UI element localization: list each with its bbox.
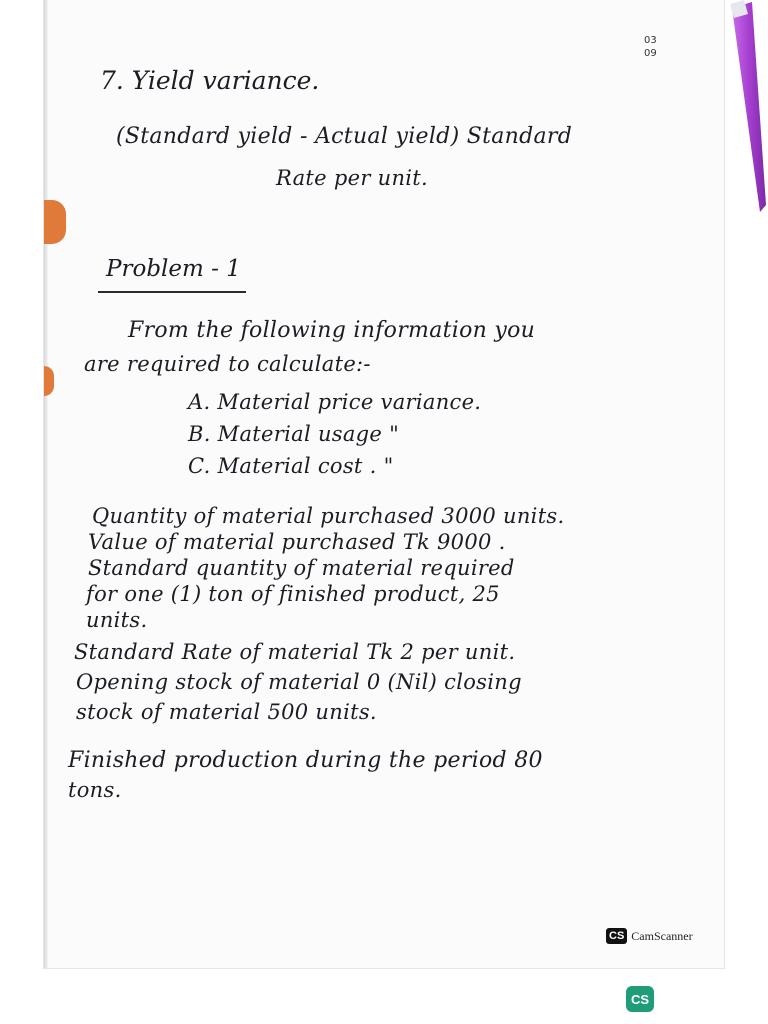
given-line-10: tons. — [68, 778, 122, 802]
pen-icon — [722, 0, 768, 215]
finger-top — [44, 200, 66, 244]
given-line-9: Finished production during the period 80 — [68, 748, 543, 773]
yield-formula-line1: (Standard yield - Actual yield) Standard — [116, 124, 573, 149]
page-number-line1: 03 — [644, 35, 657, 46]
camscanner-app-icon[interactable]: CS — [626, 986, 654, 1012]
page-number-line2: 09 — [644, 48, 657, 59]
given-line-8: stock of material 500 units. — [76, 700, 377, 724]
camscanner-label: CamScanner — [631, 928, 693, 943]
problem-title: Problem - 1 — [106, 256, 241, 282]
camscanner-badge: CS — [606, 928, 627, 944]
given-line-4: for one (1) ton of finished product, 25 — [86, 582, 500, 606]
yield-formula-line2: Rate per unit. — [276, 166, 429, 190]
given-line-6: Standard Rate of material Tk 2 per unit. — [74, 640, 516, 664]
intro-line2: are required to calculate:- — [84, 352, 371, 376]
scanned-page — [44, 0, 724, 968]
yield-variance-heading: 7. Yield variance. — [100, 66, 320, 95]
item-b: B. Material usage " — [188, 422, 400, 446]
given-line-1: Quantity of material purchased 3000 units. — [92, 504, 565, 528]
given-line-7: Opening stock of material 0 (Nil) closing — [76, 670, 522, 694]
given-line-2: Value of material purchased Tk 9000 . — [88, 530, 506, 554]
intro-line1: From the following information you — [128, 318, 536, 343]
given-line-3: Standard quantity of material required — [88, 556, 515, 580]
item-a: A. Material price variance. — [188, 390, 482, 414]
given-line-5: units. — [86, 608, 148, 632]
item-c: C. Material cost . " — [188, 454, 394, 478]
camscanner-watermark — [606, 928, 693, 944]
page-number — [644, 34, 657, 60]
problem-title-underline — [98, 291, 246, 293]
page-left-edge — [44, 0, 48, 968]
